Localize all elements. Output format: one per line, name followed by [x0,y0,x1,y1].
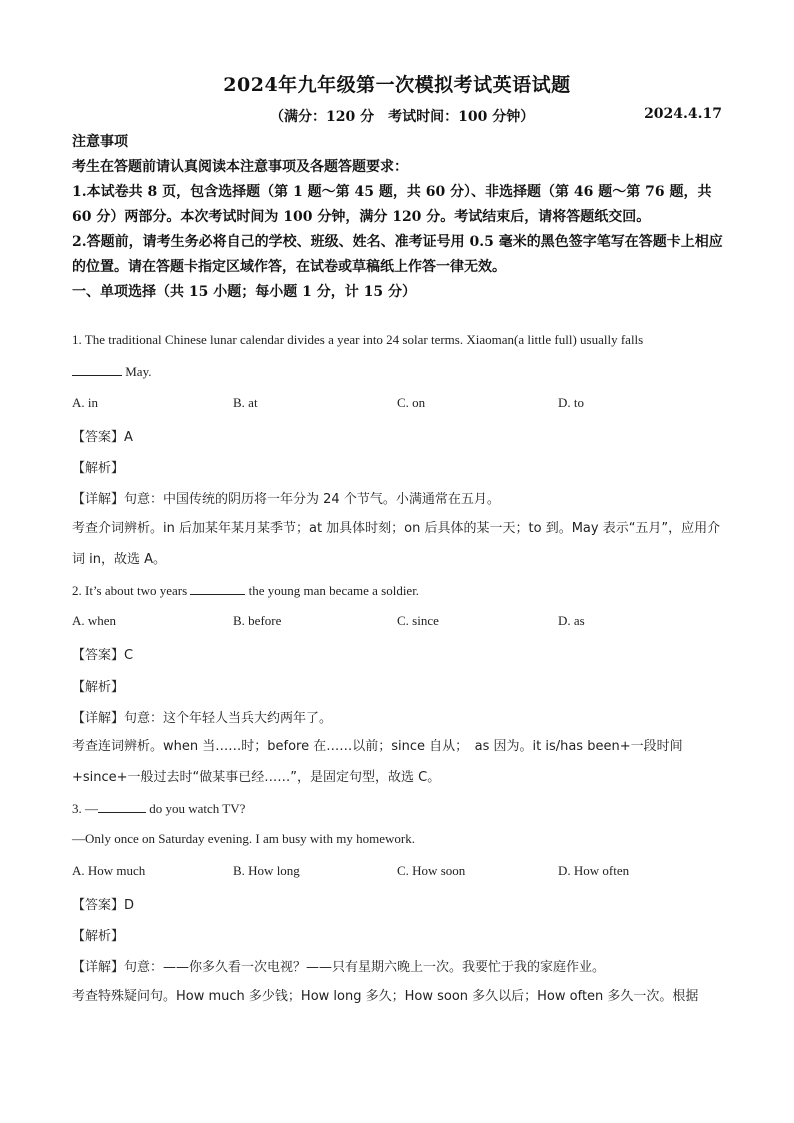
answer-blank [72,363,122,376]
notice-heading: 注意事项 [72,134,128,150]
question-2-stem: 2. It’s about two years the young man became a soldier. [72,583,420,598]
question-1-stem-cont: May. [72,363,724,380]
answer-line: 【答案】C [72,648,134,663]
notice-item-2: 2.答题前，请考生务必将自己的学校、班级、姓名、准考证号用 0.5 毫米的黑色签字笔写在答题卡上相应的位置。请在答题卡指定区域作答，在试卷或草稿纸上作答一律无效。 [72,234,723,275]
question-3-options [72,863,724,883]
exam-title: 2024年九年级第一次模拟考试英语试题 [223,74,571,96]
section-heading: 一、单项选择（共 15 小题；每小题 1 分，计 15 分） [72,284,416,300]
option-d: D. as [558,613,585,628]
answer-line: 【答案】D [72,898,135,913]
explanation: 考查特殊疑问句。How much 多少钱；How long 多久；How soon 多久以后；How often 多久一次。根据 [72,989,699,1004]
detail-line: 【详解】句意：这个年轻人当兵大约两年了。 [72,711,333,726]
option-a: A. How much [72,863,146,878]
question-2-options [72,613,724,633]
analysis-label: 【解析】 [72,680,125,695]
option-d: D. to [558,395,584,410]
option-c: C. since [397,613,439,628]
answer-value: A [124,430,133,445]
question-3-stem: 3. — do you watch TV? [72,801,246,816]
notice-intro: 考生在答题前请认真阅读本注意事项及各题答题要求： [72,159,408,175]
detail-line: 【详解】句意：——你多久看一次电视？——只有星期六晚上一次。我要忙于我的家庭作业。 [72,960,606,975]
option-a: A. when [72,613,117,628]
answer-value: D [124,898,135,913]
option-a: A. in [72,395,98,410]
question-3-reply: —Only once on Saturday evening. I am busy with my homework. [72,831,415,846]
explanation: 考查连词辨析。when 当……时；before 在……以前；since 自从； as 因为。it is/has been+一段时间+since+一般过去时“做某事已经……”，是固定句型，故选 C。 [72,739,683,785]
option-c: C. How soon [397,863,466,878]
detail-line: 【详解】句意：中国传统的阴历将一年分为 24 个节气。小满通常在五月。 [72,492,500,507]
option-b: B. before [233,613,282,628]
answer-value: C [124,648,134,663]
exam-date: 2024.4.17 [644,106,722,122]
analysis-label: 【解析】 [72,461,125,476]
answer-blank [190,582,245,595]
option-b: B. How long [233,863,300,878]
exam-subtitle: （满分：120 分 考试时间：100 分钟） [270,109,535,125]
answer-blank [98,800,146,813]
option-b: B. at [233,395,258,410]
question-1-options [72,395,724,415]
explanation: 考查介词辨析。in 后加某年某月某季节；at 加具体时刻；on 后具体的某一天；to 到。May 表示“五月”，应用介词 in，故选 A。 [72,521,721,567]
question-1-stem: 1. The traditional Chinese lunar calendar divides a year into 24 solar terms. Xiaoman(a little full) usually falls [72,332,644,347]
option-c: C. on [397,395,426,410]
notice-block [72,130,724,305]
answer-line: 【答案】A [72,430,133,445]
analysis-label: 【解析】 [72,929,125,944]
notice-item-1: 1.本试卷共 8 页，包含选择题（第 1 题～第 45 题，共 60 分）、非选择题（第 46 题～第 76 题，共 60 分）两部分。本次考试时间为 100 分钟，满分 120 分。考试结束后，请将答题纸交回。 [72,184,712,225]
option-d: D. How often [558,863,630,878]
